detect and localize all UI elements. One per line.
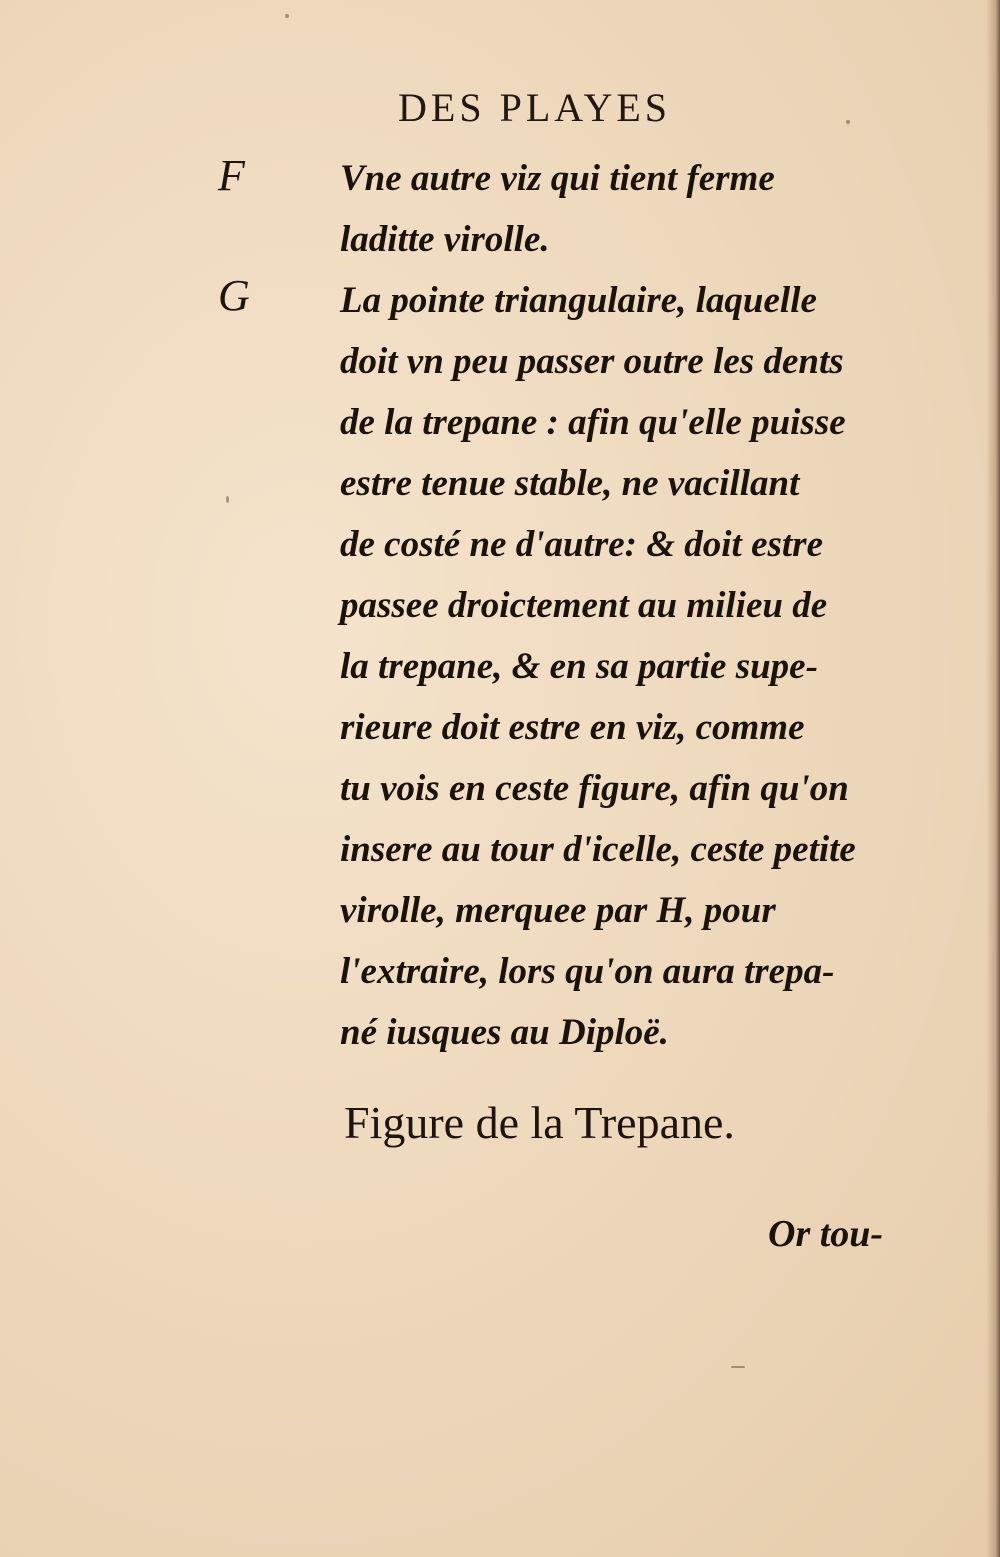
paper-speck [285, 14, 289, 18]
text-line-1: Vne autre viz qui tient ferme [340, 158, 775, 199]
paper-speck [226, 496, 229, 503]
text-line-5: de la trepane : afin qu'elle puisse [340, 402, 846, 443]
catchword: Or tou- [768, 1213, 884, 1255]
margin-marker-g: G [218, 271, 250, 320]
text-line-10: rieure doit estre en viz, comme [340, 707, 805, 748]
text-line-11: tu vois en ceste figure, afin qu'on [340, 768, 849, 809]
figure-caption: Figure de la Trepane. [344, 1097, 735, 1148]
text-line-12: insere au tour d'icelle, ceste petite [340, 829, 856, 870]
page-edge-shadow [986, 0, 1000, 1557]
margin-marker-f: F [218, 151, 245, 200]
text-line-3: La pointe triangulaire, laquelle [340, 280, 817, 321]
text-line-9: la trepane, & en sa partie supe- [340, 646, 818, 687]
paper-speck [731, 1366, 745, 1368]
text-line-4: doit vn peu passer outre les dents [340, 341, 844, 382]
text-line-7: de costé ne d'autre: & doit estre [340, 524, 823, 565]
running-head: DES PLAYES [398, 85, 672, 130]
text-line-6: estre tenue stable, ne vacillant [340, 463, 800, 504]
text-line-15: né iusques au Diploë. [340, 1012, 669, 1053]
paper-speck [846, 120, 850, 124]
text-line-14: l'extraire, lors qu'on aura trepa- [340, 951, 835, 992]
text-line-2: laditte virolle. [340, 219, 550, 260]
text-line-8: passee droictement au milieu de [340, 585, 828, 626]
text-line-13: virolle, merquee par H, pour [340, 890, 776, 931]
body-text [340, 148, 900, 1063]
